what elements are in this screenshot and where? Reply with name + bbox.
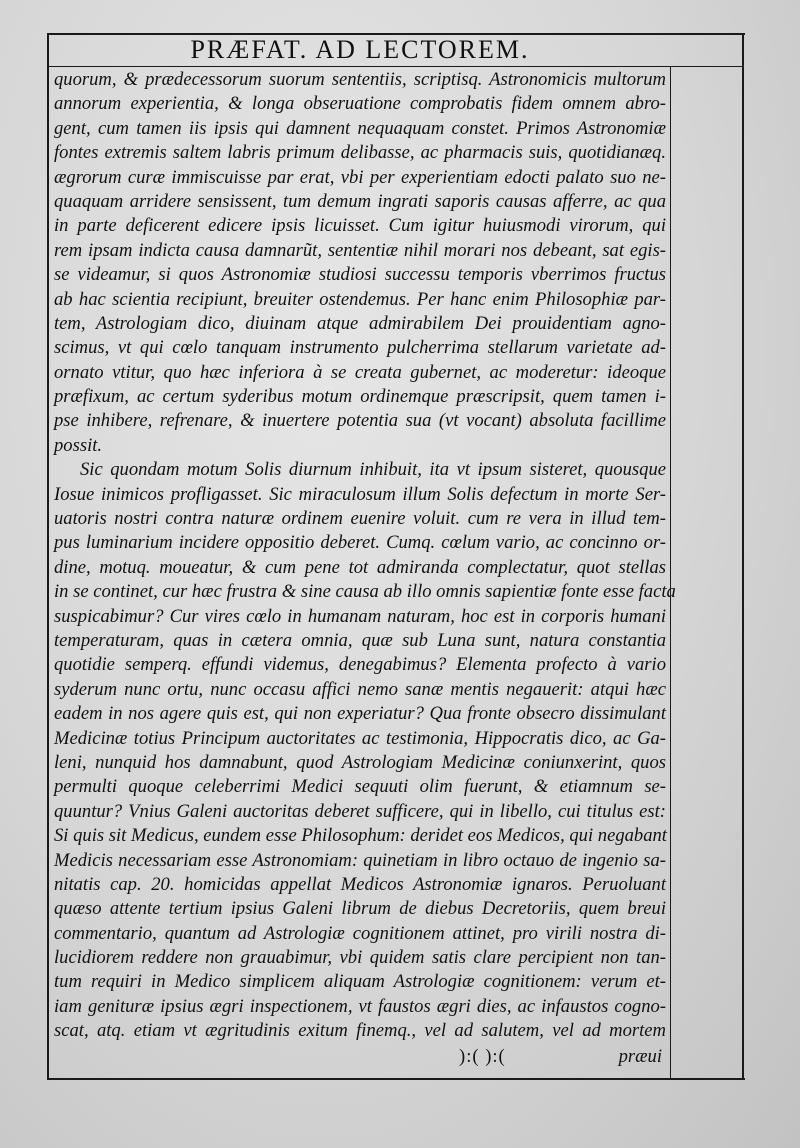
text-line: syderum nunc ortu, nunc occasu affici nemo sanæ mentis negauerit: atqui hæc [54, 678, 666, 700]
text-line: in parte deficerent edicere ipsis licuisset. Cum igitur huiusmodi virorum, qui [54, 215, 666, 237]
catchword: præui [618, 1046, 662, 1067]
text-line: fontes extremis saltem labris primum delibasse, ac pharmacis suis, quotidianæq. [54, 142, 666, 164]
text-line: quæso attente tertium ipsius Galeni librum de diebus Decretoriis, quem breui [54, 898, 666, 920]
frame-bottom-rule [48, 1078, 745, 1080]
text-line: quaquam arridere sensissent, tum demum ingrati saporis causas afferre, ac qua [54, 190, 666, 212]
text-line: quorum, & prædecessorum suorum sententiis, scriptisq. Astronomicis multorum [54, 69, 666, 90]
header-rule [48, 66, 743, 67]
text-line: quotidie semperq. effundi videmus, denegabimus? Elementa profecto à vario [54, 654, 666, 676]
text-line: temperaturam, quas in cætera omnia, quæ sub Luna sunt, natura constantia [54, 629, 666, 651]
text-line: Sic quondam motum Solis diurnum inhibuit, ita vt ipsum sisteret, quousque [80, 459, 666, 481]
text-line: scat, atq. etiam vt ægritudinis exitum finemq., vel ad salutem, vel ad mortem [54, 1020, 666, 1042]
text-line: permulti quoque celeberrimi Medici sequuti olim fuerunt, & etiamnum se- [54, 776, 666, 798]
text-line: tem, Astrologiam dico, diuinam atque admirabilem Dei prouidentiam agno- [54, 312, 666, 334]
running-head: PRÆFAT. AD LECTOREM. [190, 35, 530, 64]
text-line: quuntur? Vnius Galeni auctoritas deberet sufficere, qui in libello, cui titulus est: [54, 800, 666, 822]
text-line: uatoris nostri contra naturæ ordinem euenire voluit. cum re vera in illud tem- [54, 508, 666, 530]
text-line: ab hac scientia recipiunt, breuiter ostendemus. Per hanc enim Philosophiæ par- [54, 288, 666, 310]
text-line: Medicinæ totius Principum auctoritates ac testimonia, Hippocratis dico, ac Ga- [54, 727, 666, 749]
text-line: tum requiri in Medico simplicem aliquam Astrologiæ cognitionem: verum et- [54, 971, 666, 993]
text-line: Si quis sit Medicus, eundem esse Philosophum: deridet eos Medicos, qui negabant [54, 825, 667, 847]
margin-column-rule [670, 66, 671, 1078]
paragraph-1 [54, 68, 666, 458]
frame-left-rule [47, 33, 49, 1080]
page-footer [54, 1043, 666, 1071]
text-line: scimus, vt qui cœlo tanquam instrumento pulcherrima stellarum varietate ad- [54, 337, 666, 359]
text-line: Iosue inimicos profligasset. Sic miraculosum illum Solis defectum in morte Ser- [54, 483, 666, 505]
text-line: leni, nunquid hos damnabunt, quod Astrologiam Medicinæ coniunxerint, quos [54, 751, 666, 773]
text-line: lucidiorem reddere non grauabimur, vbi quidem satis clare percipient non tan- [54, 947, 666, 969]
paragraph-2 [54, 458, 676, 1043]
frame-right-rule [742, 33, 744, 1080]
text-line: præfixum, ac certum syderibus motum ordinemque præscripsit, quem tamen i- [54, 386, 666, 408]
text-line: suspicabimur? Cur vires cœlo in humanam naturam, hoc est in corporis humani [54, 605, 666, 627]
text-line: possit. [54, 434, 103, 456]
text-line: se videamur, si quos Astronomiæ studiosi successu temporis vberrimos fructus [54, 264, 666, 286]
text-line: iam genituræ ipsius ægri inspectionem, vt faustos ægri dies, ac infaustos cogno- [54, 995, 666, 1017]
text-line: ægrorum curæ immiscuisse par erat, vbi per experientiam edocti palato suo ne- [54, 166, 666, 188]
text-line: eadem in nos agere quis est, qui non experiatur? Qua fronte obsecro dissimulant [54, 703, 666, 725]
text-line: commentario, quantum ad Astrologiæ cognitionem attinet, pro virili nostra di- [54, 922, 666, 944]
text-line: gent, cum tamen iis ipsis qui damnent nequaquam constet. Primos Astronomiæ [54, 117, 666, 139]
text-line: rem ipsam indicta causa damnarũt, sententiæ nihil morari nos debeant, sat egis- [54, 239, 666, 261]
text-line: Medicis necessariam esse Astronomiam: quinetiam in libro octauo de ingenio sa- [54, 849, 666, 871]
signature-mark: ):( ):( [459, 1046, 506, 1067]
text-line: in se continet, cur hæc frustra & sine causa ab illo omnis sapientiæ fonte esse facta [54, 581, 676, 603]
body-text [54, 68, 676, 1044]
text-line: pse inhibere, refrenare, & inuertere potentia sua (vt vocant) absoluta facillime [54, 410, 666, 432]
text-line: pus luminarium incidere oppositio deberet. Cumq. cœlum vario, ac concinno or- [54, 532, 666, 554]
text-line: nitatis cap. 20. homicidas appellat Medicos Astronomiæ ignaros. Peruoluant [54, 873, 666, 895]
text-line: annorum experientia, & longa obseruatione comprobatis fidem omnem abro- [54, 93, 666, 115]
text-line: ornato vtitur, quo hæc inferiora à se creata gubernet, ac moderetur: ideoque [54, 361, 666, 383]
text-line: dine, motuq. moueatur, & cum pene tot admiranda complectatur, quot stellas [54, 556, 666, 578]
